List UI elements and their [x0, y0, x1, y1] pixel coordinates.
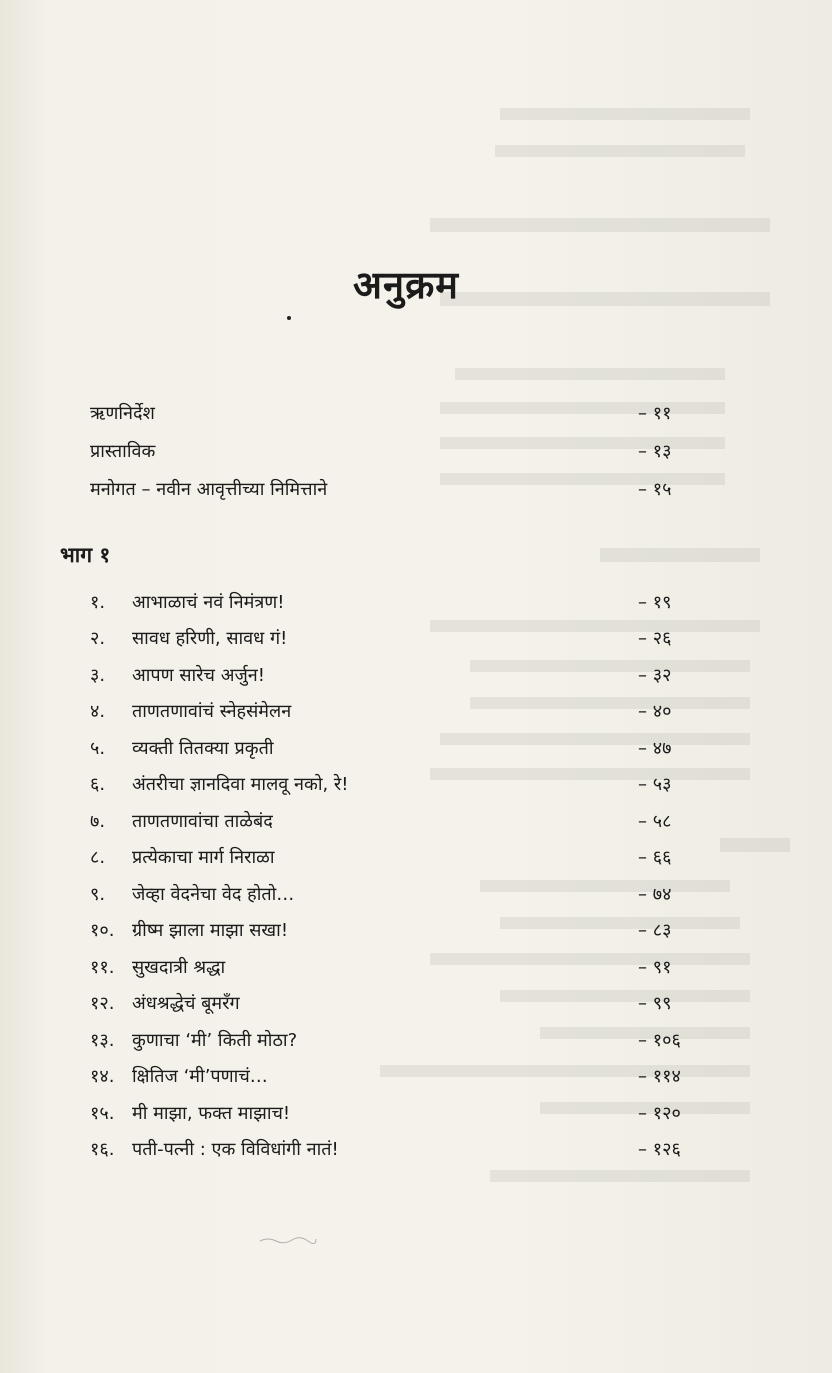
chapter-number: ११. — [90, 957, 115, 978]
chapter-page: – ५३ — [638, 774, 672, 795]
chapter-title: मी माझा, फक्त माझाच! — [132, 1103, 291, 1124]
chapter-page: – १२० — [638, 1103, 681, 1124]
toc-chapter — [0, 732, 832, 766]
chapter-title: ताणतणावांचं स्नेहसंमेलन — [132, 701, 292, 722]
chapter-page: – १०६ — [638, 1030, 681, 1051]
chapter-title: ग्रीष्म झाला माझा सखा! — [132, 920, 289, 941]
chapter-title: अंतरीचा ज्ञानदिवा मालवू नको, रे! — [132, 774, 349, 795]
chapter-title: क्षितिज ‘मी’पणाचं… — [132, 1066, 268, 1087]
chapter-number: ५. — [90, 738, 106, 759]
toc-chapter — [0, 1097, 832, 1131]
chapter-title: जेव्हा वेदनेचा वेद होतो… — [132, 884, 295, 905]
ink-dot — [287, 316, 291, 320]
chapter-title: आभाळाचं नवं निमंत्रण! — [132, 592, 285, 613]
chapter-number: ६. — [90, 774, 106, 795]
toc-entry-page: – १३ — [638, 441, 672, 462]
chapter-title: आपण सारेच अर्जुन! — [132, 665, 266, 686]
toc-chapter — [0, 622, 832, 656]
toc-entry-title: मनोगत – नवीन आवृत्तीच्या निमित्ताने — [90, 479, 328, 500]
chapter-title: प्रत्येकाचा मार्ग निराळा — [132, 847, 275, 868]
chapter-number: ७. — [90, 811, 106, 832]
chapter-title: सुखदात्री श्रद्धा — [132, 957, 226, 978]
chapter-page: – ४७ — [638, 738, 672, 759]
toc-chapter — [0, 951, 832, 985]
chapter-page: – ८३ — [638, 920, 672, 941]
chapter-title: कुणाचा ‘मी’ किती मोठा? — [132, 1030, 298, 1051]
toc-entry-title: प्रास्ताविक — [90, 441, 156, 462]
chapter-page: – ९१ — [638, 957, 672, 978]
chapter-title: ताणतणावांचा ताळेबंद — [132, 811, 273, 832]
toc-chapter — [0, 1024, 832, 1058]
chapter-page: – ६६ — [638, 847, 672, 868]
chapter-page: – १९ — [638, 592, 672, 613]
toc-chapter — [0, 805, 832, 839]
chapter-number: १६. — [90, 1139, 115, 1160]
chapter-title: अंधश्रद्धेचं बूमरँग — [132, 993, 240, 1014]
ink-smudge — [258, 1236, 318, 1244]
chapter-page: – ४० — [638, 701, 672, 722]
toc-entry-page: – १५ — [638, 479, 672, 500]
chapter-title: व्यक्ती तितक्या प्रकृती — [132, 738, 274, 759]
toc-chapter — [0, 695, 832, 729]
toc-chapter — [0, 878, 832, 912]
chapter-number: १. — [90, 592, 106, 613]
chapter-title: पती-पत्नी : एक विविधांगी नातं! — [132, 1139, 339, 1160]
chapter-number: १४. — [90, 1066, 115, 1087]
chapter-number: १३. — [90, 1030, 115, 1051]
toc-chapter — [0, 1060, 832, 1094]
chapter-page: – ११४ — [638, 1066, 681, 1087]
chapter-number: ८. — [90, 847, 106, 868]
page-title: अनुक्रम — [352, 263, 460, 307]
toc-chapter — [0, 586, 832, 620]
toc-chapter — [0, 659, 832, 693]
chapter-title: सावध हरिणी, सावध गं! — [132, 628, 288, 649]
chapter-page: – ३२ — [638, 665, 672, 686]
chapter-number: ३. — [90, 665, 106, 686]
toc-chapter — [0, 1133, 832, 1167]
chapter-page: – १२६ — [638, 1139, 681, 1160]
toc-entry-title: ऋणनिर्देश — [90, 403, 155, 424]
chapter-page: – ५८ — [638, 811, 672, 832]
toc-chapter — [0, 987, 832, 1021]
chapter-number: ९. — [90, 884, 106, 905]
toc-chapter — [0, 841, 832, 875]
toc-entry — [0, 473, 832, 507]
chapter-page: – २६ — [638, 628, 672, 649]
chapter-page: – ७४ — [638, 884, 672, 905]
toc-entry-page: – ११ — [638, 403, 672, 424]
chapter-number: ४. — [90, 701, 106, 722]
chapter-number: १५. — [90, 1103, 115, 1124]
chapter-page: – ९९ — [638, 993, 672, 1014]
toc-chapter — [0, 914, 832, 948]
toc-entry — [0, 397, 832, 431]
part-heading: भाग १ — [60, 543, 111, 567]
toc-entry — [0, 435, 832, 469]
chapter-number: २. — [90, 628, 106, 649]
chapter-number: १०. — [90, 920, 115, 941]
toc-chapter — [0, 768, 832, 802]
chapter-number: १२. — [90, 993, 115, 1014]
